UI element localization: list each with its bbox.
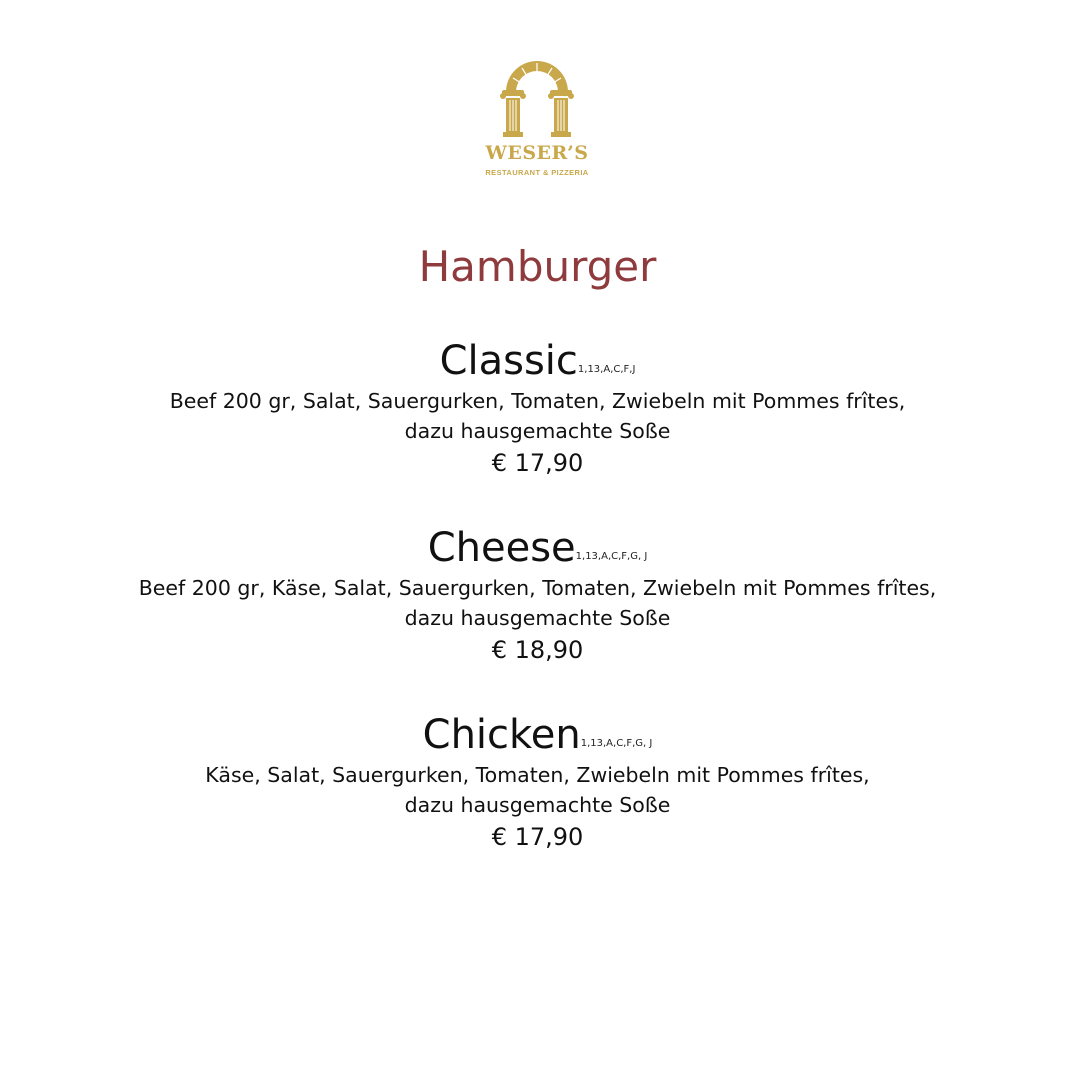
item-allergens: 1,13,A,C,F,G, J: [575, 551, 648, 562]
menu-item-cheese: [0, 523, 1075, 667]
item-price: € 18,90: [491, 636, 584, 664]
arch-columns-icon: [492, 52, 582, 142]
section-title: Hamburger: [418, 242, 657, 291]
restaurant-name: WESER’S: [485, 142, 589, 164]
item-description: dazu hausgemachte Soße: [404, 793, 671, 817]
item-description: dazu hausgemachte Soße: [404, 606, 671, 630]
restaurant-subtitle: RESTAURANT & PIZZERIA: [485, 168, 589, 177]
item-description: Käse, Salat, Sauergurken, Tomaten, Zwiebeln mit Pommes frîtes,: [205, 763, 870, 787]
menu-item-chicken: [0, 710, 1075, 854]
item-name: Chicken: [422, 712, 581, 758]
restaurant-logo: [470, 52, 604, 184]
item-name-row: [0, 523, 1075, 573]
item-price: € 17,90: [491, 823, 584, 851]
item-price: € 17,90: [491, 449, 584, 477]
item-allergens: 1,13,A,C,F,J: [577, 364, 636, 375]
menu-item-classic: [0, 336, 1075, 480]
item-allergens: 1,13,A,C,F,G, J: [580, 738, 653, 749]
item-name-row: [0, 710, 1075, 760]
item-description: dazu hausgemachte Soße: [404, 419, 671, 443]
item-description: Beef 200 gr, Salat, Sauergurken, Tomaten, Zwiebeln mit Pommes frîtes,: [169, 389, 906, 413]
item-name: Cheese: [427, 525, 576, 571]
item-name-row: [0, 336, 1075, 386]
item-name: Classic: [439, 338, 578, 384]
item-description: Beef 200 gr, Käse, Salat, Sauergurken, Tomaten, Zwiebeln mit Pommes frîtes,: [138, 576, 937, 600]
